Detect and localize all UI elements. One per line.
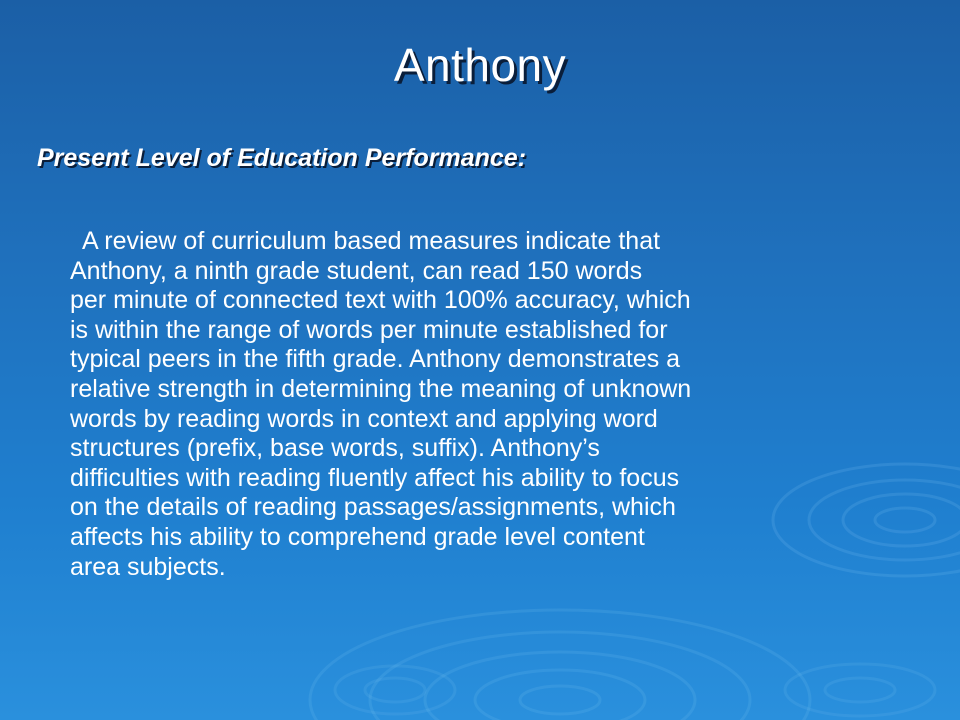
body-line: per minute of connected text with 100% accuracy, which: [70, 286, 691, 315]
body-line: typical peers in the fifth grade. Anthony demonstrates a: [70, 345, 681, 374]
body-line: difficulties with reading fluently affect his ability to focus: [70, 463, 680, 492]
body-line: is within the range of words per minute established for: [70, 315, 668, 344]
body-paragraph: [70, 227, 691, 582]
body-line: structures (prefix, base words, suffix). Anthony’s: [70, 434, 600, 463]
body-line: words by reading words in context and applying word: [70, 404, 658, 433]
body-line: on the details of reading passages/assignments, which: [70, 493, 676, 522]
body-line: relative strength in determining the meaning of unknown: [70, 374, 692, 403]
body-line: A review of curriculum based measures indicate that: [82, 227, 661, 255]
body-line: area subjects.: [70, 552, 226, 581]
slide-title: Anthony: [393, 39, 567, 91]
body-line: affects his ability to comprehend grade level content: [70, 522, 645, 551]
body-line: Anthony, a ninth grade student, can read 150 words: [70, 256, 643, 285]
slide-subtitle: Present Level of Education Performance:: [37, 144, 527, 172]
